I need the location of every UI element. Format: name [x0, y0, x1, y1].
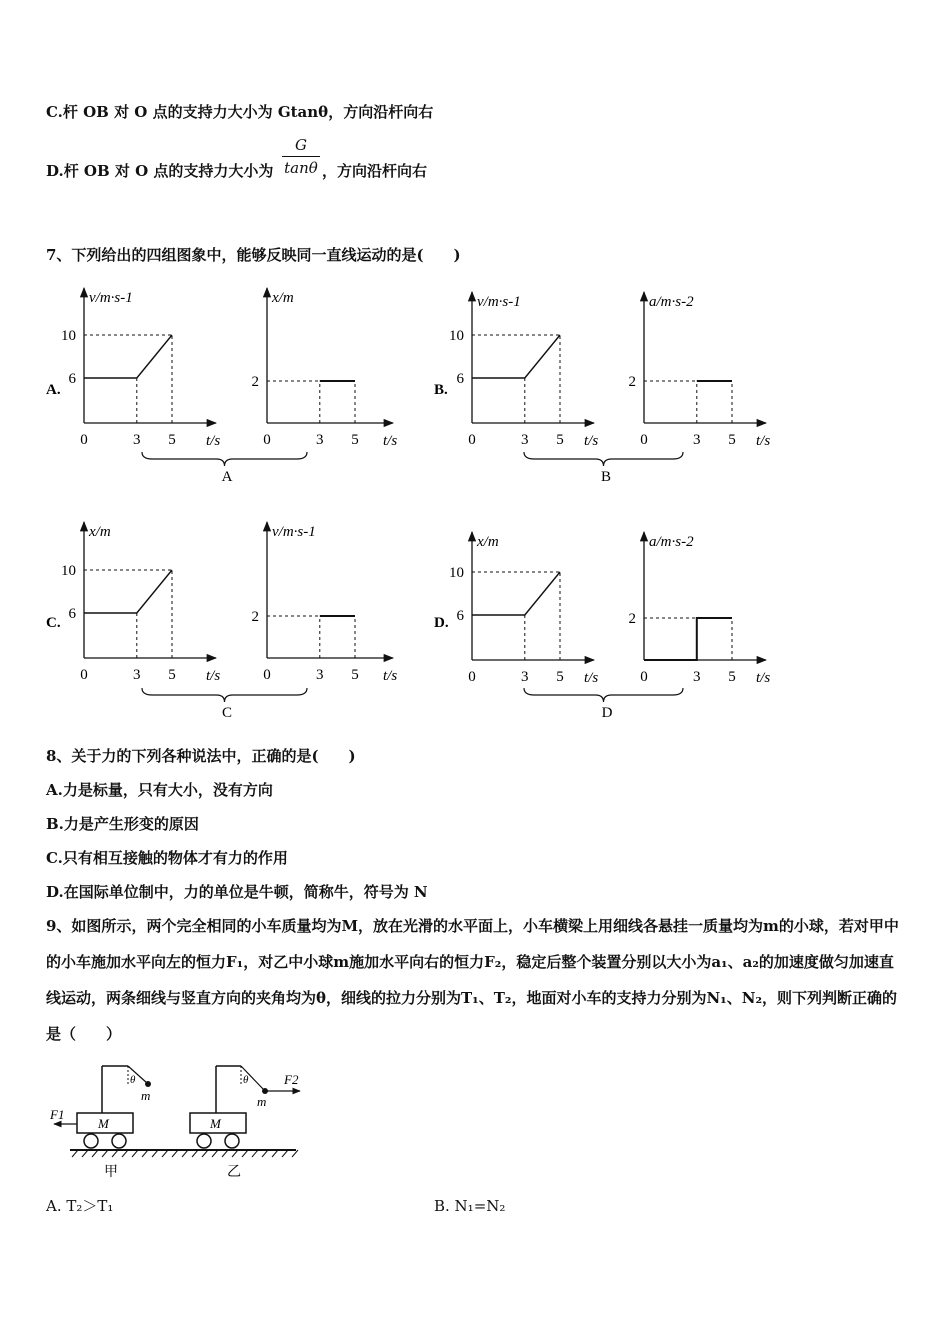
y-tick-label: 2 — [251, 374, 259, 390]
data-line — [472, 572, 560, 615]
x-tick-label: 0 — [263, 432, 271, 448]
brace-label-d: D — [601, 705, 613, 721]
x-tick-label: 5 — [556, 432, 564, 448]
y-tick-label: 2 — [251, 609, 259, 625]
x-tick-label: 3 — [693, 432, 701, 448]
label-F1: F1 — [50, 1107, 65, 1122]
y-axis-label: x/m — [89, 524, 111, 540]
x-tick-label: 3 — [133, 667, 141, 683]
brace-label-a: A — [221, 469, 233, 485]
q6-option-d-suffix: ，方向沿杆向右 — [322, 162, 428, 180]
group-brace — [524, 688, 683, 702]
label-m-yi: m — [257, 1094, 267, 1109]
q6-option-d-prefix: D.杆 OB 对 O 点的支持力大小为 — [46, 162, 274, 180]
q7-stem: 7、下列给出的四组图象中，能够反映同一直线运动的是( ) — [46, 246, 461, 264]
q6-option-c: C.杆 OB 对 O 点的支持力大小为 Gtanθ，方向沿杆向右 — [46, 103, 434, 121]
group-brace — [142, 452, 307, 466]
y-tick-label: 10 — [61, 328, 76, 344]
q8-option-a: A.力是标量，只有大小，没有方向 — [46, 781, 273, 799]
q8-option-d: D.在国际单位制中，力的单位是牛顿，简称牛，符号为 N — [46, 883, 428, 901]
x-tick-label: 0 — [80, 667, 88, 683]
x-axis-label: t/s — [584, 670, 599, 686]
label-M-yi: M — [210, 1116, 221, 1131]
y-axis-label: v/m·s-1 — [477, 294, 521, 310]
data-line — [472, 335, 560, 378]
fraction-denominator: tanθ — [284, 159, 318, 177]
x-tick-label: 0 — [80, 432, 88, 448]
y-tick-label: 6 — [68, 371, 76, 387]
y-tick-label: 10 — [449, 328, 464, 344]
q8-option-b: B.力是产生形变的原因 — [46, 815, 199, 833]
q9-figure — [44, 1058, 314, 1183]
y-axis-label: v/m·s-1 — [272, 524, 316, 540]
y-tick-label: 6 — [456, 608, 464, 624]
brace-label-b: B — [600, 469, 612, 485]
x-axis-label: t/s — [206, 668, 221, 684]
q7-label-d: D. — [434, 615, 449, 631]
x-axis-label: t/s — [756, 433, 771, 449]
q9-option-a: A. T₂＞T₁ — [46, 1197, 114, 1215]
y-axis-label: x/m — [477, 534, 499, 550]
label-F2: F2 — [284, 1072, 299, 1087]
q9-option-b: B. N₁=N₂ — [434, 1197, 506, 1215]
x-tick-label: 5 — [728, 432, 736, 448]
x-axis-label: t/s — [206, 433, 221, 449]
label-jia: 甲 — [104, 1165, 118, 1180]
x-tick-label: 3 — [316, 432, 324, 448]
x-tick-label: 5 — [168, 667, 176, 683]
q8-option-c: C.只有相互接触的物体才有力的作用 — [46, 849, 288, 867]
q7-label-a: A. — [46, 382, 61, 398]
x-axis-label: t/s — [383, 433, 398, 449]
y-tick-label: 2 — [628, 611, 636, 627]
label-theta-jia: θ — [130, 1074, 136, 1086]
q6-option-d-fraction — [282, 136, 320, 177]
q7-graphs — [0, 270, 950, 740]
y-tick-label: 2 — [628, 374, 636, 390]
label-yi: 乙 — [227, 1165, 241, 1180]
x-tick-label: 0 — [640, 669, 648, 685]
y-axis-label: a/m·s-2 — [649, 294, 694, 310]
x-tick-label: 3 — [133, 432, 141, 448]
q8-stem: 8、关于力的下列各种说法中，正确的是( ) — [46, 747, 356, 765]
q7-label-c: C. — [46, 615, 61, 631]
y-axis-label: x/m — [272, 290, 294, 306]
x-tick-label: 5 — [556, 669, 564, 685]
y-axis-label: v/m·s-1 — [89, 290, 133, 306]
data-line — [644, 618, 732, 660]
x-tick-label: 0 — [468, 669, 476, 685]
x-tick-label: 3 — [521, 669, 529, 685]
x-tick-label: 3 — [521, 432, 529, 448]
label-m-jia: m — [141, 1088, 151, 1103]
data-line — [84, 335, 172, 378]
x-tick-label: 0 — [468, 432, 476, 448]
group-brace — [142, 688, 307, 702]
label-theta-yi: θ — [243, 1074, 249, 1086]
x-tick-label: 5 — [728, 669, 736, 685]
x-axis-label: t/s — [756, 670, 771, 686]
brace-label-c: C — [221, 705, 233, 721]
x-tick-label: 5 — [351, 432, 359, 448]
y-tick-label: 10 — [61, 563, 76, 579]
group-brace — [524, 452, 683, 466]
y-tick-label: 10 — [449, 565, 464, 581]
q9-stem: 9、如图所示，两个完全相同的小车质量均为M，放在光滑的水平面上，小车横梁上用细线各悬挂一质量均为m的小球，若对甲中的小车施加水平向左的恒力F₁，对乙中小球m施加水平向右的恒力F₂，稳定后整个装置分别以大小为a₁、a₂的加速度做匀加速直线运动，两条细线与竖直方向的夹角均为θ，细线的拉力分别为T₁、T₂，地面对小车的支持力分别为N₁、N₂，则下列判断正确的是（ ） — [46, 917, 899, 1043]
data-line — [84, 570, 172, 613]
x-tick-label: 3 — [693, 669, 701, 685]
x-tick-label: 5 — [351, 667, 359, 683]
q7-label-b: B. — [434, 382, 448, 398]
y-tick-label: 6 — [68, 606, 76, 622]
x-axis-label: t/s — [383, 668, 398, 684]
x-tick-label: 0 — [263, 667, 271, 683]
y-axis-label: a/m·s-2 — [649, 534, 694, 550]
x-tick-label: 3 — [316, 667, 324, 683]
label-M-jia: M — [98, 1116, 109, 1131]
x-tick-label: 0 — [640, 432, 648, 448]
x-tick-label: 5 — [168, 432, 176, 448]
fraction-numerator: G — [295, 136, 307, 154]
x-axis-label: t/s — [584, 433, 599, 449]
y-tick-label: 6 — [456, 371, 464, 387]
